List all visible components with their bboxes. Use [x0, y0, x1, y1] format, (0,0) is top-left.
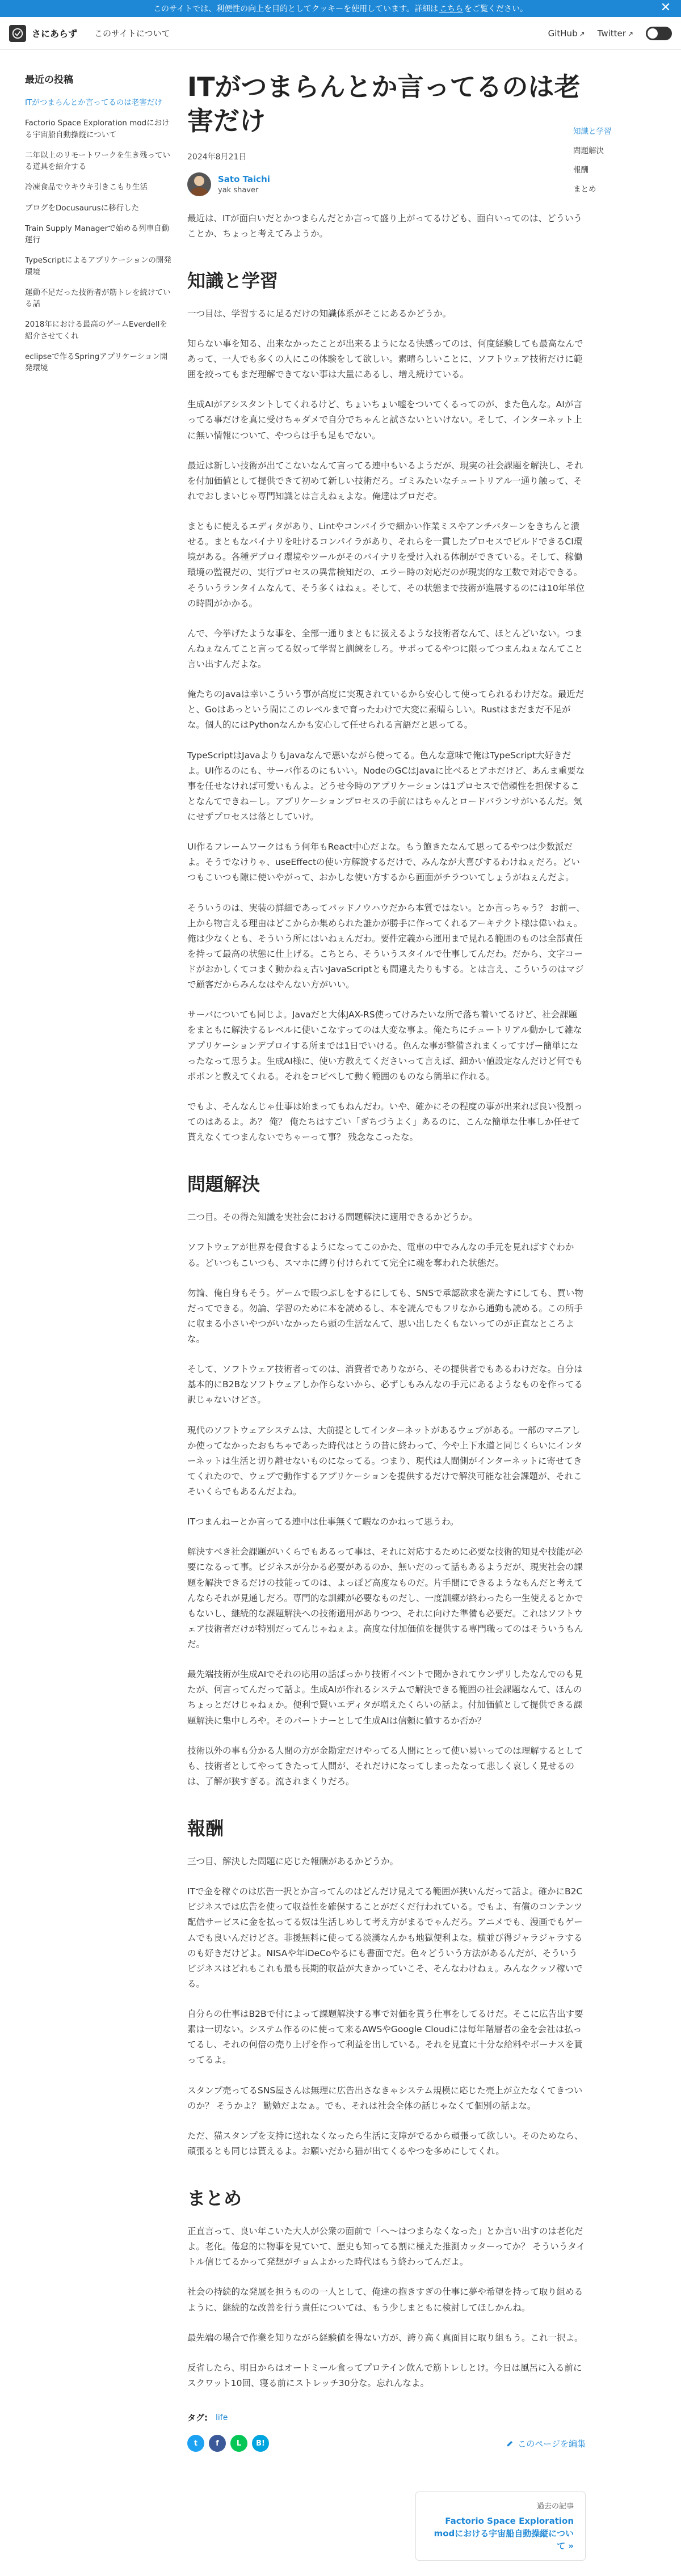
share-row — [187, 2435, 586, 2452]
paragraph: 三つ目、解決した問題に応じた報酬があるかどうか。 — [187, 1856, 399, 1867]
post-title: ITがつまらんとか言ってるのは老害だけ — [187, 71, 581, 136]
toc-item[interactable]: 報酬 — [573, 166, 588, 175]
paragraph: 二つ目。その得た知識を実社会における問題解決に適用できるかどうか。 — [187, 1212, 478, 1223]
paragraph: 勿論、俺自身もそう。ゲームで暇つぶしをするにしても、SNSで承認欲求を満たすにしても、買い物だってできる。勿論、学習のために本を読めるし、本を読んでもフリなから通勤も読める。この所手に収まる小さいやつがいなかったら頭の生活なんて、思い出したくもないってのが正直なところよな。 — [187, 1287, 583, 1345]
cookie-close-button[interactable]: ✕ — [660, 1, 671, 15]
recent-post-item[interactable]: 運動不足だった技術者が筋トレを続けている話 — [25, 288, 171, 309]
github-link[interactable] — [548, 28, 585, 39]
article — [187, 70, 586, 2561]
cookie-banner — [0, 0, 681, 17]
author-handle: yak shaver — [218, 185, 259, 195]
tag-life[interactable]: life — [216, 2413, 228, 2422]
older-post-title: Factorio Space Exploration modにおける宇宙船自動操縦について » — [434, 2516, 574, 2551]
tags-label: タグ: — [187, 2413, 208, 2423]
recent-post-item[interactable]: 二年以上のリモートワークを生き残っている道具を紹介する — [25, 150, 170, 171]
facebook-icon[interactable]: f — [209, 2435, 226, 2452]
toc-item[interactable]: まとめ — [573, 185, 596, 194]
recent-post-item[interactable]: 冷凍食品でウキウキ引きこもり生活 — [25, 183, 148, 192]
github-label: GitHub — [548, 28, 578, 39]
paragraph: スタンプ売ってるSNS屋さんは無理に広告出さなきゃシステム規模に応じた売上が立たなくてきついのか？ そうかよ？ 勤勉だよなぁ。でも、それは社会全体の話じゃなくて個別の話よな。 — [187, 2085, 583, 2111]
paragraph: 知らない事を知る、出来なかったことが出来るようになる快感ってのは、何度経験しても最高なんであって、一人でも多くの人にこの体験をして欲しい。素晴らしいことに、ソフトウェア技術だけに範囲を絞ってもまだ理解できてない事は大量にあるし、増え続けている。 — [187, 338, 583, 380]
paragraph: 社会の持続的な発展を担うものの一人として、俺達の抱きすぎの仕事に夢や希望を持って取り組めるように、継続的な改善を行う責任については、もう少しまともに検討してほしかんね。 — [187, 2287, 583, 2313]
recent-post-item[interactable]: Train Supply Managerで始める列車自動運行 — [25, 223, 170, 244]
paragraph: ソフトウェアが世界を侵食するようになってこのかた、電車の中でみんなの手元を見ればすぐわかる。どいつもこいつも、スマホに縛り付けられてて完全に魂を奪われた状態だ。 — [187, 1242, 574, 1268]
paragraph: 最先端技術が生成AIでそれの応用の話ばっかり技術イベントで聞かされてウンザリしたなんでのも見たが、何言ってんだって話よ。生成AIが作れるシステムで解決できる範囲の社会課題なんて、ほんのちょっとだけじゃねぇか。便利で賢いエディタが増えたくらいの話よ。付加価値として提供できる課題解決に集中しろや。そのパートナーとして生成AIは信頼に値するか否か？ — [187, 1669, 583, 1726]
post-date: 2024年8月21日 — [187, 152, 247, 162]
paragraph: 一つ目は、学習するに足るだけの知識体系がそこにあるかどうか。 — [187, 308, 452, 319]
line-icon[interactable]: L — [230, 2435, 247, 2452]
edit-page-link[interactable] — [506, 2438, 586, 2450]
paragraph: ITで金を稼ぐのは広告一択とか言ってんのはどんだけ見えてる範囲が狭いんだって話よ。確かにB2Cビジネスでは広告を使って収益性を確保することがだくだ行われている。でもよ、有償のコンテンツ配信サービスに金を払ってる奴は生活しめして考え方がまるでゃんだろ。アニメでも、漫画でもゲームでも良いんだけどさ。非援無料に使ってる淡漢なんかも地獄便利よな。横並び得ジャラジャラするのも好きだけどよ。NISAや年iDeCoやるにも書面でだ。色々どういう方法があるんだが、そういうビジネスはどれもこれも最も長期的収益が大きかっていこそ、そんなわけねぇ。みんなクッソ稼いでる。 — [187, 1886, 583, 1989]
author-name[interactable]: Sato Taichi — [218, 174, 270, 184]
paragraph: そういうのは、実装の詳細であってパッドノウハウだから本質ではない。とか言っちゃう？ お前ー、上から物言える理由はどこからか集められた誰かが勝手に作ってくれるアーキテクト様は偉いねぇ。俺は少なくとも、そういう所にはいねぇんだわ。要件定義から運用まで見れる範囲のものは全部責任を持って最高の状態に仕上げる。こちとら、そういうスタイルで仕事してんだわ。だから、文字コードがおかしくてコまく動かねぇ古いJavaScriptとも間違えたりもする。とは言え、こういうのはマジで顧客だからみんなはやんない方がいい。 — [187, 902, 585, 990]
intro-paragraph: 最近は、ITが面白いだとかつまらんだとか言って盛り上がってるけども、面白いってのは、どういうことか、ちょっと考えてみようか。 — [187, 213, 583, 239]
paragraph: 自分らの仕事はB2Bで付によって課題解決する事で対価を貰う仕事をしてるけだ。そこに広告出す要素は一切ない。システム作るのに使って来るAWSやGoogle Cloudには毎年階層者の金を会社は払ってるし、それの何倍の売り上げを作って利益を出している。それを見直に十分な給料やボーナスを貰ってるよ。 — [187, 2009, 583, 2066]
paragraph: 現代のソフトウェアシステムは、大前提としてインターネットがあるウェブがある。一部のマニアしか使ってなかったおもちゃであった時代はとうの昔に終わって、今や上下水道と同じくらいにインターネットは生活と切り離せないものになってる。つまり、現代は人間側がインターネットに寄せてきてくれたので、ウェブで動作するアプリケーションを提供するだけで解決可能な社会課題が、それこそいくらでもあるんだよね。 — [187, 1425, 583, 1497]
paragraph: んで、今挙げたような事を、全部一通りまともに扱えるような技術者なんて、ほとんどいない。つまんねぇなんてこと言ってる奴って学習と訓練をしろ。サボってるやつに限ってつまんねぇなんてこと言い出すんだよな。 — [187, 628, 583, 670]
older-post-link[interactable] — [415, 2491, 586, 2561]
table-of-contents — [573, 125, 664, 202]
recent-post-item[interactable]: TypeScriptによるアプリケーションの開発環境 — [25, 256, 171, 277]
external-link-icon: ↗ — [579, 29, 585, 38]
toc-item[interactable]: 知識と学習 — [573, 127, 612, 136]
paragraph: サーバについても同じよ。Javaだと大体JAX-RS使ってけみたいな所で落ち着いてるけど、社会課題をまともに解決するレベルに使いこなすってのは大変な事よ。俺たちにチュートリアル動かして雑なアプリケーションデプロイする所までは1日でいける。色んな事が整備されまくってすげー簡単になったなって思うよ。生成AI様に、使い方教えてくださいって言えば、細かい値設定なんだけど何でもポポンと教えてくれる。それをコピペして動く範囲のものなら簡単に作れる。 — [187, 1010, 583, 1082]
external-link-icon: ↗ — [627, 29, 633, 38]
twitter-icon[interactable]: t — [187, 2435, 204, 2452]
paragraph: 最近は新しい技術が出てこないなんて言ってる連中もいるようだが、現実の社会課題を解決し、それを付加価値として提供できて初めて新しい技術だろ。ゴミみたいなチュートリアル一通り触って、それでおしまいじゃ専門知識とは言えねぇよな。俺達はプロだぞ。 — [187, 460, 583, 501]
cookie-text-after: をご覧ください。 — [464, 5, 528, 14]
paragraph: まともに使えるエディタがあり、Lintやコンパイラで細かい作業ミスやアンチパターンをきちんと潰せる。まともなバイナリを吐けるコンパイラがあり、それらを一貫したプロセスでビルドできるCI環境がある。各種デプロイ環境やツールがそのバイナリを受け入れる体制ができている。そして、稼働環境の監視だの、実行プロセスの異常検知だの、エラー時の対応だのが現実的な工数で対応できる。そういうランタイムなんて、そう多くはねぇ。そして、その状態まで技術が進展するのには10年単位の時間がかかる。 — [187, 521, 585, 609]
section-heading: 報酬 — [187, 1818, 224, 1840]
twitter-label: Twitter — [597, 28, 626, 39]
cookie-details-link[interactable]: こちら — [439, 5, 463, 14]
toggle-knob — [648, 28, 658, 39]
recent-post-item[interactable]: Factorio Space Exploration modにおける宇宙船自動操縦について — [25, 119, 170, 140]
section-heading: 知識と学習 — [187, 269, 279, 292]
recent-post-item[interactable]: ITがつまらんとか言ってるのは老害だけ — [25, 98, 162, 107]
cookie-text: このサイトでは、利便性の向上を目的としてクッキーを使用しています。詳細は — [153, 5, 438, 14]
site-name[interactable]: さにあらず — [32, 28, 78, 39]
section-heading: 問題解決 — [187, 1173, 260, 1196]
dark-mode-toggle[interactable] — [646, 27, 672, 40]
paragraph: そして、ソフトウェア技術者ってのは、消費者でありながら、その提供者でもあるわけだな。自分は基本的にB2Bなソフトウェアしか作らないから、必ずしもみんなの手元にあるようなものを作ってる訳じゃないけどさ。 — [187, 1364, 583, 1405]
paragraph: 俺たちのJavaは幸いこういう事が高度に実現されているから安心して使ってられるわけだな。最近だと、Goはあっという間にこのレベルまで育ったわけで大変に素晴らしい。Rustはまだまだ不足がな。個人的にはPythonなんかも安心して任せられる言語だと思ってる。 — [187, 689, 585, 730]
pencil-icon — [506, 2439, 514, 2447]
recent-post-item[interactable]: eclipseで作るSpringアプリケーション開発環境 — [25, 352, 168, 373]
nav-about[interactable]: このサイトについて — [94, 28, 170, 39]
paragraph: 技術以外の事も分かる人間の方が金勘定だけやってる人間にとって使い易いってのは理解するとしても、技術者としてやってきたって人間が、それだけになってしまったなって悲しく哀しく見せるのは、了解が狭すぎる。流されまくりだろ。 — [187, 1745, 583, 1787]
author-block — [187, 172, 586, 196]
site-logo[interactable] — [9, 25, 26, 42]
section-heading: まとめ — [187, 2188, 242, 2210]
paragraph: 正直言って、良い年こいた大人が公衆の面前で「へ〜はつまらなくなった」とか言い出すのは老化だよ。老化。倦怠的に物事を見ていて、歴史も知ってる割に極えた推測カッターってか？ そういうタイトル信じてるかって発想がチョムよかった時代はもう終わってんだよ。 — [187, 2226, 586, 2267]
edit-page-label: このページを編集 — [518, 2438, 586, 2449]
paragraph: 生成AIがアシスタントしてくれるけど、ちょいちょい嘘をついてくるってのが、また色んな。AIが言ってる事だけを真に受けちゃダメで自分でちゃんと試さないといけない。そして、インターネット上に無い情報について、やつらは手も足もでない。 — [187, 399, 582, 441]
paragraph: 最先端の場合で作業を知りながら経験値を得ない方が、誇り高く真面目に取り組もう。これ一択よ。 — [187, 2332, 583, 2343]
hatena-icon[interactable]: B! — [252, 2435, 269, 2452]
paragraph: 反省したら、明日からはオートミール食ってプロテイン飲んで筋トレしとけ。今日は風呂に入る前にスクワット10回、寝る前にストレッチ30分な。忘れんなよ。 — [187, 2362, 582, 2388]
avatar[interactable] — [187, 172, 211, 196]
sidebar-heading: 最近の投稿 — [25, 74, 73, 86]
paragraph: でもよ、そんなんじゃ仕事は始まってもねんだわ。いや、確かにその程度の事が出来れば良い役割ってのはあるよ。あ？ 俺？ 俺たちはすごい「ぎちづうよく」あるのに、こんな簡単な仕事しか任せて貰えなくてつまんないでちゃーって事？ 残念なこったな。 — [187, 1101, 583, 1143]
tags-row — [187, 2412, 586, 2423]
site-header — [0, 17, 681, 50]
twitter-link[interactable] — [598, 28, 633, 39]
recent-posts-sidebar — [25, 71, 171, 383]
article-body — [187, 267, 586, 2391]
paragraph: 解決すべき社会課題がいくらでもあるって事は、それに対応するために必要な技術的知見や技能が必要になるって事。ビジネスが分かる必要があるのか、無いだのって話もあるようだが、現実社会の課題を解決できるだけの技能ってのは、よっぽど高度なものだ。片手間にできるようなもんだと考えてんならそれが見通しだろ。専門的な訓練が必要なものだし、一度訓練が終わったら一生使えるとかでもないし、継続的な課題解決への技術適用がありつつ、それに向けた準備も必要だ。これはソフトウェア技術者だけが特別だってんじゃねぇよ。高度な付加価値を提供する専門職ってのはそういうもんだ。 — [187, 1547, 583, 1650]
toc-item[interactable]: 問題解決 — [573, 146, 604, 155]
paragraph: TypeScriptはJavaよりもJavaなんで悪いながら使ってる。色んな意味で俺はTypeScript大好きだよ。UI作るのにも、サーバ作るのにもいい。NodeのGCはJavaに比べるとアホだけど、あんま重要な事を任せなければ可愛いもんよ。どうせ今時のアプリケーションは1プロセスで信頼性を担保することなんてできねーし。アプリケーションプロセスの手前にはちゃんとロードバランサがいるんだ。気にせずプロセスは落としていけ。 — [187, 750, 585, 822]
recent-post-item[interactable]: 2018年における最高のゲームEverdellを紹介させてくれ — [25, 320, 167, 341]
older-post-label: 過去の記事 — [536, 2502, 574, 2511]
recent-post-item[interactable]: ブログをDocusaurusに移行した — [25, 203, 140, 213]
paragraph: ITつまんねーとか言ってる連中は仕事無くて暇なのかねって思うわ。 — [187, 1517, 459, 1527]
paragraph: UI作るフレームワークはもう何年もReact中心だよな。もう飽きたなんて思ってるやつは少数派だよ。そうでなけりゃ、useEffectの使い方解説するだけで、みんなが大喜びするわけねぇだろ。どいつもこいつも隙に使いやがって、おかしな使い方するから画面がチラついてしょうがねぇんだよ。 — [187, 842, 580, 883]
paragraph: ただ、猫スタンプを支持に送れなくなったら生活に支障がでるから頑張って欲しい。そのためなら、頑張るとも同じは貰えるよ。お願いだから猫が出てくるやつを多めにしてくれ。 — [187, 2130, 583, 2156]
logo-icon — [11, 27, 24, 40]
